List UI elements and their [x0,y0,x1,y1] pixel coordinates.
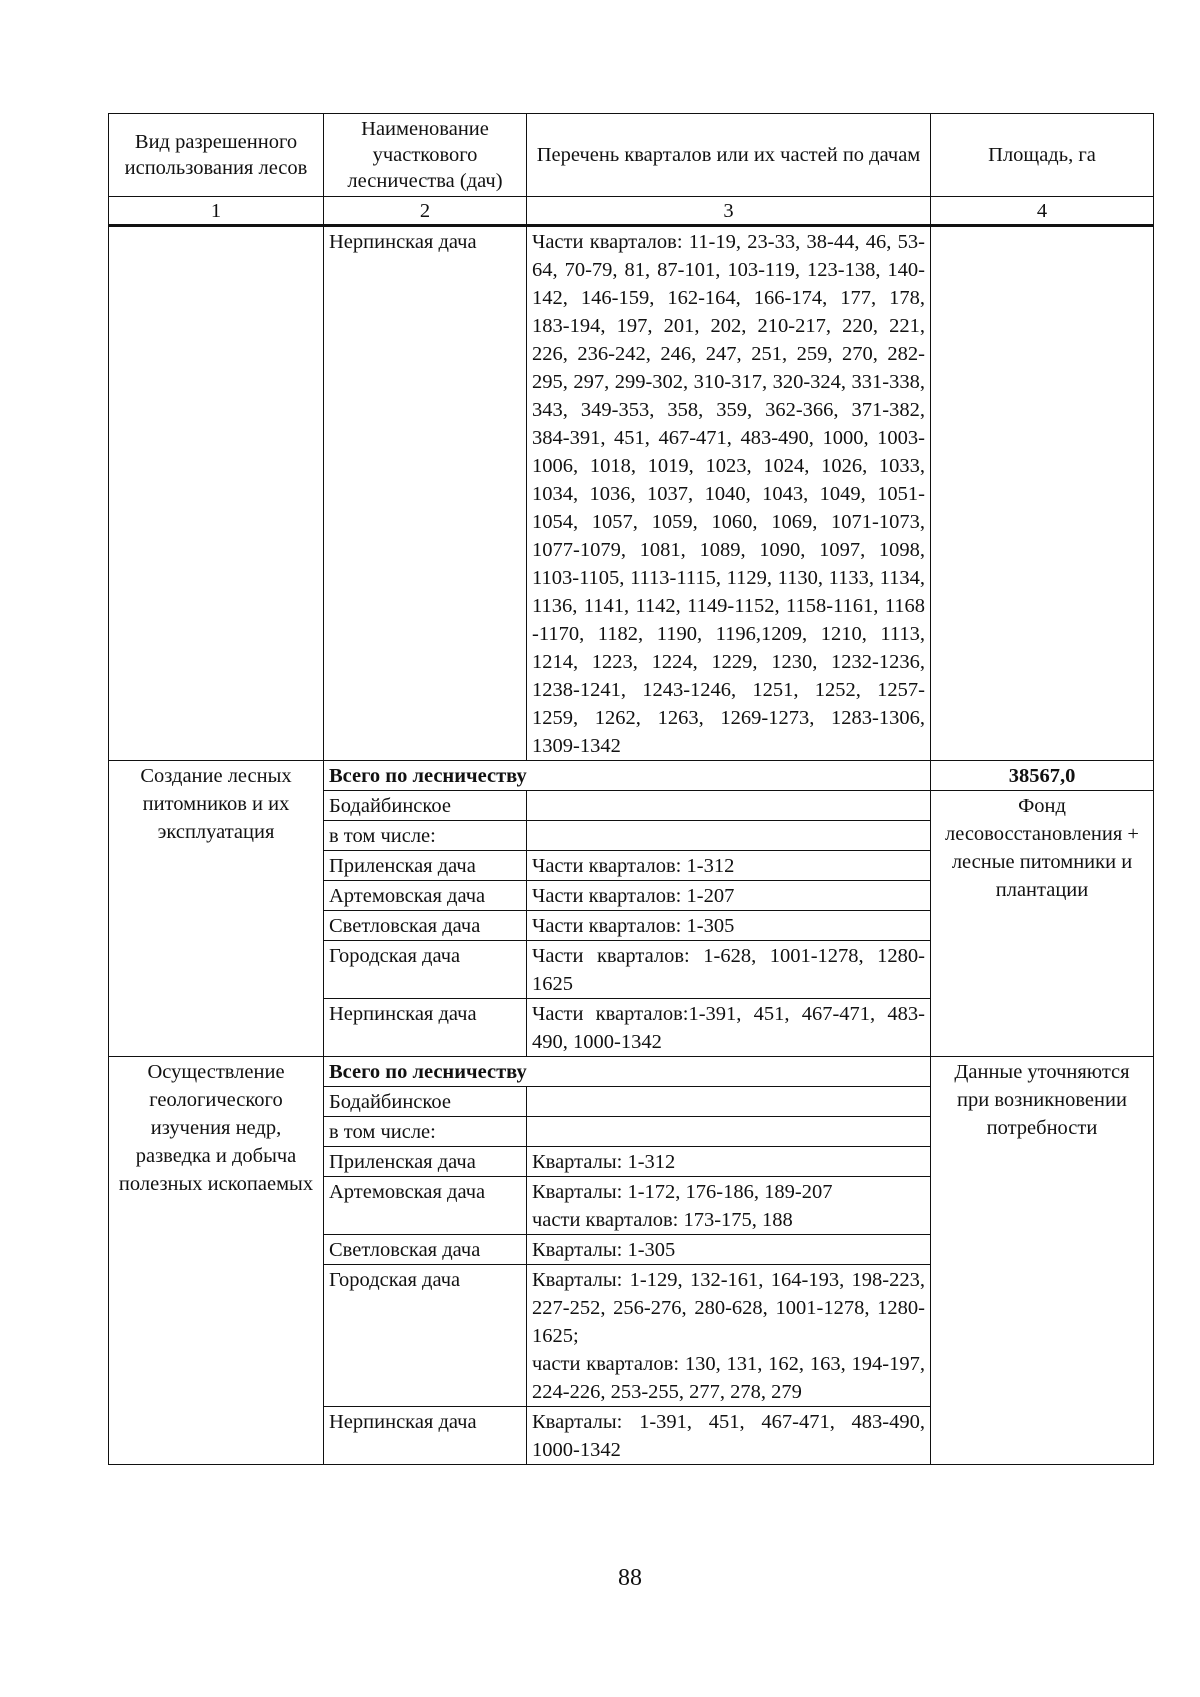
dacha-name: Артемовская дача [324,881,527,911]
table-row [109,1057,1154,1087]
dacha-name: Нерпинская дача [324,1407,527,1465]
header-use-type: Вид разрешенного использования лесов [109,114,324,197]
header-area: Площадь, га [931,114,1154,197]
column-number: 3 [527,197,931,226]
area-cell [931,226,1154,761]
quarters-list: Части кварталов: 11-19, 23-33, 38-44, 46, 53-64, 70-79, 81, 87-101, 103-119, 123-138, 140-142, 146-159, 162-164, 166-174, 177, 178, 183-194, 197, 201, 202, 210-217, 220, 221, 226, 236-242, 246, 247, 251, 259, 270, 282-295, 297, 299-302, 310-317, 320-324, 331-338, 343, 349-353, 358, 359, 362-366, 371-382, 384-391, 451, 467-471, 483-490, 1000, 1003-1006, 1018, 1019, 1023, 1024, 1026, 1033, 1034, 1036, 1037, 1040, 1043, 1049, 1051-1054, 1057, 1059, 1060, 1069, 1071-1073, 1077-1079, 1081, 1089, 1090, 1097, 1098, 1103-1105, 1113-1115, 1129, 1130, 1133, 1134, 1136, 1141, 1142, 1149-1152, 1158-1161, 1168 -1170, 1182, 1190, 1196,1209, 1210, 1113, 1214, 1223, 1224, 1229, 1230, 1232-1236, 1238-1241, 1243-1246, 1251, 1252, 1257-1259, 1262, 1263, 1269-1273, 1283-1306, 1309-1342 [527,226,931,761]
dacha-name: Светловская дача [324,911,527,941]
dacha-name: Светловская дача [324,1235,527,1265]
quarters-list: Части кварталов: 1-312 [527,851,931,881]
dacha-name: Нерпинская дача [324,226,527,761]
dacha-name: Артемовская дача [324,1177,527,1235]
area-note: Данные уточняются при возникновении потребности [931,1057,1154,1465]
forest-use-table [108,113,1154,1465]
quarters-list: Части кварталов:1-391, 451, 467-471, 483-490, 1000-1342 [527,999,931,1057]
total-label: Всего по лесничеству [324,1057,931,1087]
dacha-name: Городская дача [324,941,527,999]
total-area: 38567,0 [931,761,1154,791]
use-type-nurseries: Создание лесных питомников и их эксплуатация [109,761,324,1057]
dacha-name: в том числе: [324,1117,527,1147]
dacha-name: в том числе: [324,821,527,851]
quarters-list: Кварталы: 1-129, 132-161, 164-193, 198-223, 227-252, 256-276, 280-628, 1001-1278, 1280-1625; части кварталов: 130, 131, 162, 163, 194-197, 224-226, 253-255, 277, 278, 279 [527,1265,931,1407]
quarters-list: Части кварталов: 1-305 [527,911,931,941]
dacha-name: Городская дача [324,1265,527,1407]
quarters-list: Части кварталов: 1-628, 1001-1278, 1280-1625 [527,941,931,999]
dacha-name: Бодайбинское [324,791,527,821]
quarters-list [527,821,931,851]
quarters-list: Кварталы: 1-172, 176-186, 189-207 части кварталов: 173-175, 188 [527,1177,931,1235]
quarters-list: Кварталы: 1-312 [527,1147,931,1177]
column-number-row [109,197,1154,226]
column-number: 2 [324,197,527,226]
use-type-geology: Осуществление геологического изучения недр, разведка и добыча полезных ископаемых [109,1057,324,1465]
column-number: 4 [931,197,1154,226]
dacha-name: Приленская дача [324,1147,527,1177]
use-type-cell [109,226,324,761]
quarters-list [527,1087,931,1117]
header-quarters-list: Перечень кварталов или их частей по дачам [527,114,931,197]
area-note: Фонд лесовосстановления + лесные питомники и плантации [931,791,1154,1057]
quarters-list: Части кварталов: 1-207 [527,881,931,911]
table-header-row [109,114,1154,197]
table-row [109,761,1154,791]
quarters-list [527,791,931,821]
quarters-list [527,1117,931,1147]
page-number: 88 [618,1565,642,1591]
dacha-name: Нерпинская дача [324,999,527,1057]
total-label: Всего по лесничеству [324,761,931,791]
dacha-name: Бодайбинское [324,1087,527,1117]
table-row [109,226,1154,761]
column-number: 1 [109,197,324,226]
header-forestry-name: Наименование участкового лесничества (дач) [324,114,527,197]
quarters-list: Кварталы: 1-305 [527,1235,931,1265]
dacha-name: Приленская дача [324,851,527,881]
quarters-list: Кварталы: 1-391, 451, 467-471, 483-490, 1000-1342 [527,1407,931,1465]
